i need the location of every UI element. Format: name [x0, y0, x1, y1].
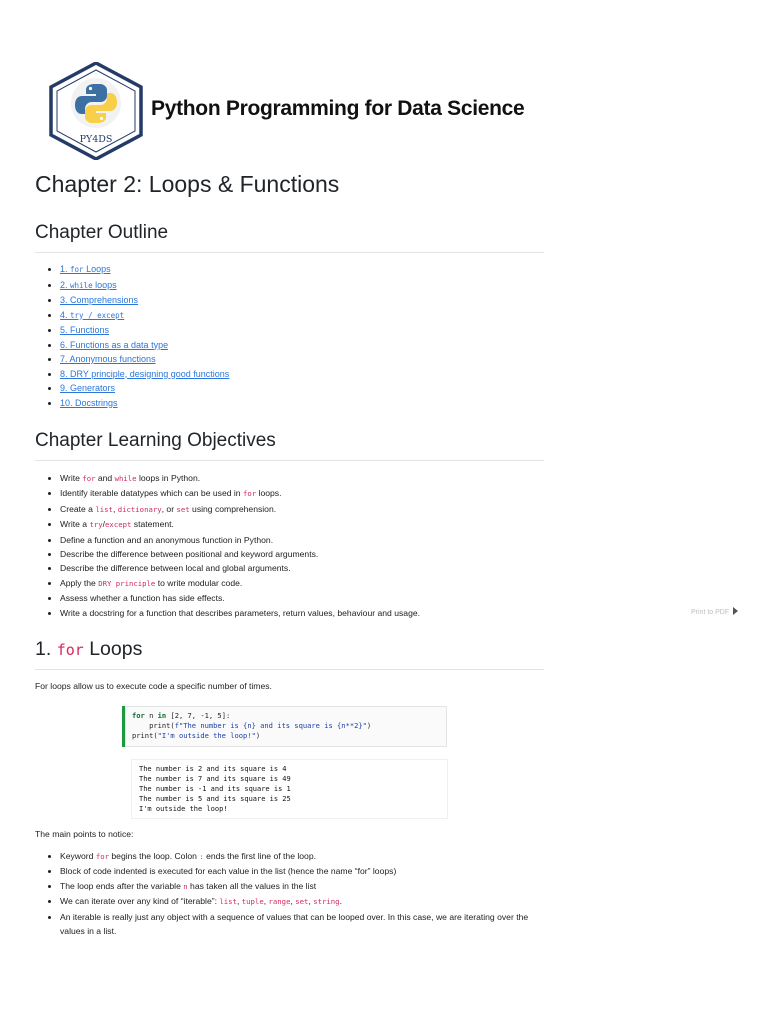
code-cell[interactable]: for n in [2, 7, -1, 5]: print(f"The number is {n} and its square is {n**2}") print("I'm outside the loop!") — [122, 706, 447, 747]
inline-code: while — [114, 474, 137, 483]
outline-link-generators[interactable] — [60, 383, 115, 393]
list-item: • An iterable is really just any object with a sequence of values that can be looped over. In this case, we are iterating over the values in a list. — [60, 910, 544, 939]
outline-list — [35, 262, 544, 410]
inline-code: except — [105, 520, 132, 530]
link-number: 6. — [60, 339, 71, 350]
output-line: The number is -1 and its square is 1 — [139, 785, 291, 794]
outline-link-functions[interactable] — [60, 325, 109, 335]
link-number: 10. — [60, 397, 76, 408]
list-item: • Assess whether a function has side effects. — [60, 591, 544, 605]
inline-code: list — [219, 897, 237, 907]
output-line: I'm outside the loop! — [139, 805, 228, 814]
link-text: Comprehensions — [70, 295, 139, 305]
link-text: DRY principle, designing good functions — [70, 368, 230, 379]
list-item — [60, 293, 544, 308]
notice-list — [35, 849, 544, 938]
inline-code: for — [242, 489, 257, 499]
link-text: Docstrings — [75, 397, 118, 408]
list-item — [60, 338, 544, 353]
output-cell — [131, 759, 448, 819]
chapter-outline-section — [35, 222, 544, 410]
inline-code: : — [199, 852, 204, 861]
logo-text: PY4DS — [79, 134, 113, 145]
outline-heading: Chapter Outline — [35, 222, 544, 253]
list-item: • Define a function and an anonymous function in Python. — [60, 533, 544, 547]
outline-link-dry-principle[interactable] — [60, 369, 229, 379]
link-text: Generators — [70, 383, 116, 393]
print-to-pdf-button[interactable] — [691, 607, 738, 616]
list-item — [60, 396, 544, 411]
list-item — [60, 381, 544, 396]
link-number: 7. — [60, 354, 70, 364]
objectives-heading: Chapter Learning Objectives — [35, 430, 544, 461]
list-item: • The loop ends after the variable n has taken all the values in the list — [60, 879, 544, 894]
link-number: 5. — [60, 325, 71, 335]
link-number: 9. — [60, 383, 71, 393]
for-loops-section — [35, 638, 544, 691]
learning-objectives-section — [35, 430, 544, 620]
inline-code: DRY principle — [98, 578, 156, 588]
list-item: • Keyword for begins the loop. Colon : ends the first line of the loop. — [60, 849, 544, 864]
inline-code: for — [95, 852, 110, 861]
outline-link-functions-data-type[interactable] — [60, 340, 168, 350]
output-line: The number is 2 and its square is 4 — [139, 765, 287, 773]
output-line: The number is 5 and its square is 25 — [139, 795, 291, 804]
play-icon — [733, 607, 738, 615]
list-item: • Apply the DRY principle to write modular code. — [60, 576, 544, 591]
link-text: Loops — [83, 264, 111, 274]
list-item: • Identify iterable datatypes which can be used in for loops. — [60, 486, 544, 501]
print-to-pdf-label: Print to PDF — [691, 609, 730, 616]
notice-section — [35, 829, 544, 938]
list-item: • Write a docstring for a function that describes parameters, return values, behaviour and usage. — [60, 606, 544, 620]
inline-code: set — [176, 504, 190, 514]
link-code: while — [70, 280, 93, 290]
inline-code: string — [313, 897, 340, 907]
list-item — [60, 278, 544, 294]
list-item: • Write a try/except statement. — [60, 517, 544, 532]
inline-code: set — [295, 897, 309, 907]
link-text: Functions as a data type — [70, 339, 169, 350]
list-item: • Describe the difference between local and global arguments. — [60, 561, 544, 575]
objectives-list — [35, 471, 544, 620]
list-item — [60, 308, 544, 324]
notice-text: The main points to notice: — [35, 829, 134, 839]
inline-code: try — [89, 520, 103, 530]
heading-code: for — [56, 641, 84, 659]
py4ds-logo — [49, 62, 143, 160]
outline-link-while-loops[interactable] — [60, 280, 117, 290]
link-text: Functions — [70, 325, 110, 335]
inline-code: for — [82, 474, 96, 483]
inline-code: tuple — [241, 897, 264, 907]
list-item: • Write for and while loops in Python. — [60, 471, 544, 486]
inline-code: dictionary — [117, 504, 162, 514]
link-code: try / except — [70, 310, 125, 320]
inline-code: range — [268, 897, 291, 907]
inline-code: list — [95, 504, 113, 514]
section-heading: 1. for Loops — [35, 638, 544, 670]
link-number: 2. — [60, 279, 71, 290]
list-item — [60, 323, 544, 338]
link-number: 1. — [60, 264, 71, 274]
list-item — [60, 367, 544, 382]
list-item: • Describe the difference between positional and keyword arguments. — [60, 547, 544, 561]
link-number: 4. — [60, 309, 71, 320]
link-code: for — [70, 265, 84, 274]
outline-link-comprehensions[interactable] — [60, 295, 138, 305]
outline-link-anonymous-functions[interactable] — [60, 354, 156, 364]
outline-link-for-loops[interactable] — [60, 264, 111, 274]
link-text: Anonymous functions — [69, 354, 156, 364]
brand-title[interactable]: Python Programming for Data Science — [151, 97, 525, 120]
page-title: Chapter 2: Loops & Functions — [35, 171, 340, 197]
list-item — [60, 262, 544, 278]
link-text: loops — [92, 279, 117, 290]
link-number: 3. — [60, 295, 71, 305]
list-item — [60, 352, 544, 367]
inline-code: n — [183, 881, 188, 891]
outline-link-docstrings[interactable] — [60, 398, 118, 408]
output-line: The number is 7 and its square is 49 — [139, 775, 291, 784]
section-intro: For loops allow us to execute code a specific number of times. — [35, 681, 272, 691]
list-item: • We can iterate over any kind of “iterable”: list, tuple, range, set, string. — [60, 894, 544, 909]
outline-link-try-except[interactable] — [60, 310, 124, 320]
list-item: • Block of code indented is executed for each value in the list (hence the name “for” loops) — [60, 864, 544, 878]
list-item: • Create a list, dictionary, or set using comprehension. — [60, 502, 544, 517]
link-number: 8. — [60, 368, 71, 379]
